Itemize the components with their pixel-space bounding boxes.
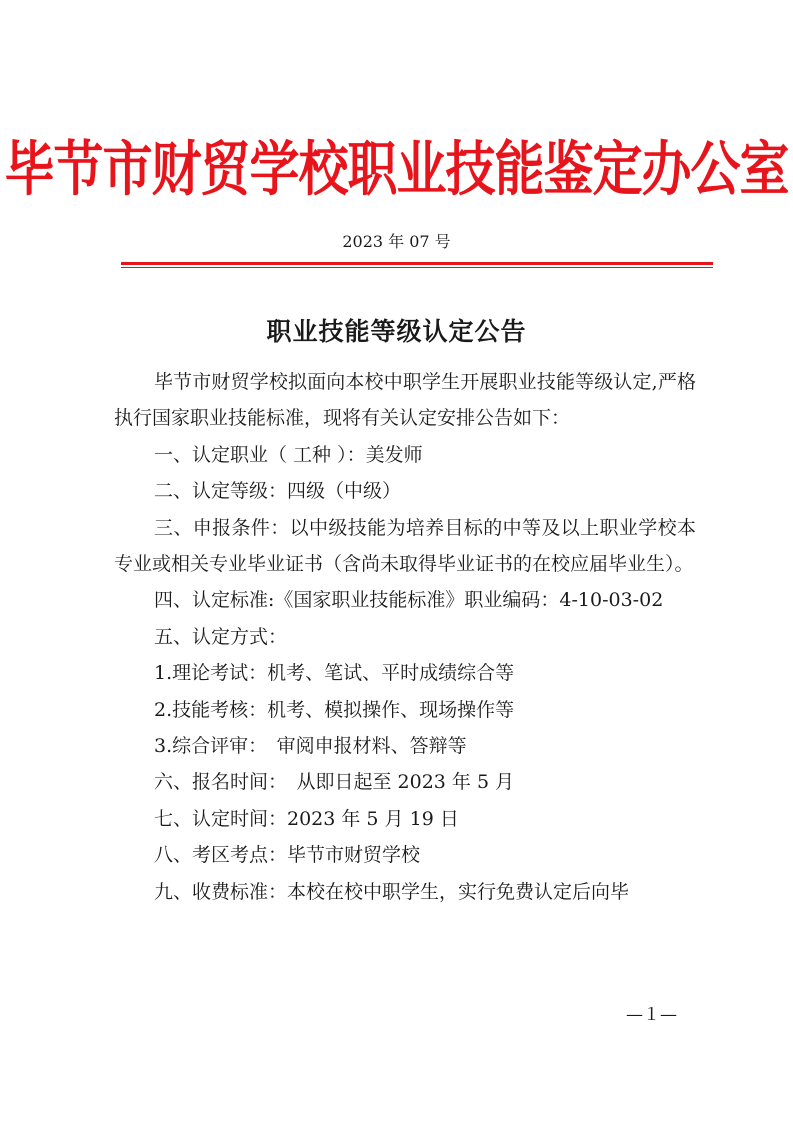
masthead-rule-thick [121,262,713,265]
item-registration-period: 六、报名时间： 从即日起至 2023 年 5 月 [154,771,515,794]
item-eligibility: 三、申报条件：以中级技能为培养目标的中等及以上职业学校本专业或相关专业毕业证书（含尚未取得毕业证书的在校应届毕业生）。 [114,516,696,576]
item-assessment-date: 七、认定时间：2023 年 5 月 19 日 [154,807,459,830]
item-level: 二、认定等级：四级（中级） [154,480,402,503]
item-fees: 九、收费标准：本校在校中职学生，实行免费认定后向毕 [154,880,630,903]
item-exam-site: 八、考区考点：毕节市财贸学校 [154,844,421,867]
notice-title: 职业技能等级认定公告 [266,317,527,346]
method-review: 3.综合评审： 审阅申报材料、答辩等 [154,735,467,758]
item-standard: 四、认定标准:《国家职业技能标准》职业编码：4-10-03-02 [154,589,664,612]
intro-paragraph: 毕节市财贸学校拟面向本校中职学生开展职业技能等级认定,严格执行国家职业技能标准，现将有关认定安排公告如下： [114,371,696,430]
page-number: —１— [626,1005,677,1025]
item-occupation: 一、认定职业（ 工种 ）：美发师 [154,443,423,466]
document-number: 2023 年 07 号 [342,232,451,251]
issuing-office-masthead: 毕节市财贸学校职业技能鉴定办公室 [4,135,789,204]
method-theory-exam: 1.理论考试：机考、笔试、平时成绩综合等 [154,662,515,685]
masthead-rule-thin [121,267,713,268]
notice-body [114,364,696,910]
item-method: 五、认定方式： [154,625,288,648]
method-skills-exam: 2.技能考核：机考、模拟操作、现场操作等 [154,698,515,721]
